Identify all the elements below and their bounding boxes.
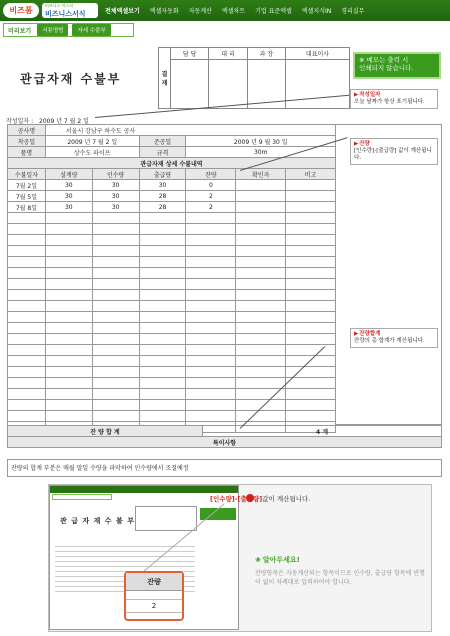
- table-cell[interactable]: [45, 224, 92, 235]
- table-cell[interactable]: [92, 290, 139, 301]
- table-cell[interactable]: [286, 202, 336, 213]
- bizniz-logo[interactable]: [42, 3, 98, 18]
- table-cell[interactable]: 7월 2일: [8, 180, 46, 191]
- table-cell[interactable]: [92, 312, 139, 323]
- table-cell[interactable]: [8, 301, 46, 312]
- top-navigation-bar: [0, 0, 450, 21]
- preview-button-2[interactable]: 자세 수붙부: [72, 24, 110, 36]
- table-cell[interactable]: [236, 290, 286, 301]
- table-cell[interactable]: [186, 279, 236, 290]
- table-cell[interactable]: [286, 389, 336, 400]
- table-cell[interactable]: [186, 411, 236, 422]
- table-cell[interactable]: [186, 345, 236, 356]
- table-cell[interactable]: [139, 246, 186, 257]
- table-cell[interactable]: [45, 345, 92, 356]
- table-cell[interactable]: [236, 191, 286, 202]
- total-value: 4 개: [203, 426, 442, 437]
- table-cell[interactable]: [92, 323, 139, 334]
- note-total-remaining: [350, 328, 438, 348]
- knowhow-title: ❀ 알아두세요!: [255, 555, 430, 565]
- table-cell[interactable]: [186, 312, 236, 323]
- table-cell[interactable]: [286, 180, 336, 191]
- table-row: [8, 400, 336, 411]
- table-cell[interactable]: [186, 301, 236, 312]
- table-cell[interactable]: [45, 257, 92, 268]
- table-cell[interactable]: [236, 312, 286, 323]
- table-cell[interactable]: [236, 356, 286, 367]
- table-cell[interactable]: [139, 323, 186, 334]
- table-cell[interactable]: [8, 279, 46, 290]
- table-cell[interactable]: [286, 345, 336, 356]
- table-cell[interactable]: [286, 290, 336, 301]
- table-cell[interactable]: [92, 400, 139, 411]
- approval-table: [158, 47, 350, 109]
- table-cell[interactable]: 30: [92, 180, 139, 191]
- item-label: 품명: [8, 147, 46, 158]
- note-remaining-body: [인수량]-[출급량] 값이 계산됩니다.: [354, 148, 432, 162]
- note-created-date: [350, 89, 438, 109]
- table-row: [8, 235, 336, 246]
- approval-side-label: 결재: [159, 48, 171, 109]
- highlight-caption-rest: 값이 계산됩니다.: [262, 495, 311, 503]
- table-cell[interactable]: [45, 301, 92, 312]
- table-cell[interactable]: [236, 334, 286, 345]
- mini-approval: [135, 506, 197, 531]
- table-cell[interactable]: [139, 268, 186, 279]
- table-cell[interactable]: [286, 224, 336, 235]
- table-cell[interactable]: [186, 235, 236, 246]
- table-cell[interactable]: [139, 411, 186, 422]
- table-cell[interactable]: 7월 8일: [8, 202, 46, 213]
- table-cell[interactable]: [286, 268, 336, 279]
- approval-sign-1[interactable]: [171, 60, 209, 109]
- col-header: 확인자: [236, 169, 286, 180]
- table-cell[interactable]: [186, 378, 236, 389]
- mini-title: 관 급 자 재 수 불 부: [60, 517, 135, 525]
- table-cell[interactable]: 0: [186, 180, 236, 191]
- table-cell[interactable]: [92, 257, 139, 268]
- col-header: 설계량: [45, 169, 92, 180]
- table-cell[interactable]: [8, 411, 46, 422]
- table-cell[interactable]: [186, 257, 236, 268]
- table-cell[interactable]: [45, 411, 92, 422]
- table-cell[interactable]: [139, 334, 186, 345]
- approval-col-4: 대표이사: [286, 48, 350, 60]
- table-cell[interactable]: [45, 389, 92, 400]
- nav-item-auto-calc[interactable]: 자동계산: [188, 8, 212, 15]
- table-row: [8, 345, 336, 356]
- table-cell[interactable]: [92, 213, 139, 224]
- nav-item-excel-chart[interactable]: 엑셀차트: [221, 8, 246, 15]
- ledger-table: [7, 124, 336, 433]
- table-cell[interactable]: [286, 235, 336, 246]
- item-value[interactable]: 상수도 파이프: [45, 147, 139, 158]
- highlight-caption-red: [인수량]-[출급량]: [210, 495, 263, 503]
- table-cell[interactable]: [92, 345, 139, 356]
- table-cell[interactable]: [236, 345, 286, 356]
- nav-item-excel-knowledge[interactable]: 엑셀지식IN: [301, 8, 332, 15]
- mini-topbar: [50, 486, 238, 493]
- table-row: [8, 257, 336, 268]
- table-cell[interactable]: 30: [45, 180, 92, 191]
- table-cell[interactable]: [286, 246, 336, 257]
- table-cell[interactable]: [286, 301, 336, 312]
- table-cell[interactable]: [8, 213, 46, 224]
- table-cell[interactable]: [45, 279, 92, 290]
- print-memo-tip: [353, 52, 441, 79]
- table-cell[interactable]: [236, 301, 286, 312]
- table-cell[interactable]: 7월 5일: [8, 191, 46, 202]
- nav-item-excel-auto[interactable]: 엑셀자동화: [149, 8, 179, 15]
- table-cell[interactable]: [45, 290, 92, 301]
- table-cell[interactable]: [186, 213, 236, 224]
- table-cell[interactable]: 2: [186, 191, 236, 202]
- table-cell[interactable]: [92, 301, 139, 312]
- table-cell[interactable]: 30: [92, 202, 139, 213]
- note-created-date-title: ▶ 작성일자: [354, 92, 434, 99]
- table-row: [8, 312, 336, 323]
- table-cell[interactable]: [236, 202, 286, 213]
- start-value[interactable]: 2009 년 7 월 2 일: [45, 136, 139, 147]
- table-cell[interactable]: [286, 334, 336, 345]
- table-cell[interactable]: [236, 246, 286, 257]
- approval-sign-2[interactable]: [209, 60, 247, 109]
- site-value[interactable]: 서울시 강남구 하수도 공사: [45, 125, 335, 136]
- table-cell[interactable]: 30: [139, 180, 186, 191]
- col-header: 잔량: [186, 169, 236, 180]
- table-cell[interactable]: [92, 224, 139, 235]
- table-cell[interactable]: [286, 323, 336, 334]
- table-cell[interactable]: [45, 246, 92, 257]
- approval-col-3: 과 장: [247, 48, 285, 60]
- table-cell[interactable]: [236, 268, 286, 279]
- table-cell[interactable]: [139, 356, 186, 367]
- mini-subbar: [52, 494, 112, 500]
- table-cell[interactable]: [139, 301, 186, 312]
- end-value[interactable]: 2009 년 9 월 30 일: [186, 136, 336, 147]
- table-cell[interactable]: [139, 290, 186, 301]
- table-cell[interactable]: [8, 356, 46, 367]
- table-cell[interactable]: [139, 224, 186, 235]
- table-cell[interactable]: [139, 400, 186, 411]
- logo-subtitle: 비즈니스 마스터: [45, 2, 74, 8]
- nav-menu: [100, 6, 369, 15]
- table-cell[interactable]: [286, 279, 336, 290]
- table-row: [8, 202, 336, 213]
- table-cell[interactable]: [8, 268, 46, 279]
- created-date-label: 작성일자 :: [6, 118, 34, 125]
- table-cell[interactable]: [45, 235, 92, 246]
- table-cell[interactable]: [92, 411, 139, 422]
- note-total-body: 잔량의 총 합계가 계산됩니다.: [354, 338, 425, 345]
- table-cell[interactable]: [186, 246, 236, 257]
- detail-title: 관급자재 상세 수불내역: [8, 158, 336, 169]
- table-cell[interactable]: [8, 334, 46, 345]
- table-cell[interactable]: [92, 235, 139, 246]
- table-cell[interactable]: [45, 400, 92, 411]
- preview-label: 미리보기: [8, 27, 32, 35]
- table-cell[interactable]: [8, 378, 46, 389]
- table-cell[interactable]: [286, 213, 336, 224]
- table-cell[interactable]: [45, 268, 92, 279]
- col-header: 비고: [286, 169, 336, 180]
- table-cell[interactable]: [236, 257, 286, 268]
- zoom-header: 잔량: [126, 573, 182, 591]
- table-cell[interactable]: [139, 378, 186, 389]
- table-cell[interactable]: [139, 345, 186, 356]
- table-cell[interactable]: [236, 411, 286, 422]
- spec-label: 규격: [139, 147, 186, 158]
- table-cell[interactable]: [45, 356, 92, 367]
- table-cell[interactable]: [186, 323, 236, 334]
- ledger-right-border: [336, 124, 442, 425]
- table-cell[interactable]: [186, 356, 236, 367]
- table-cell[interactable]: [286, 312, 336, 323]
- table-row: [8, 224, 336, 235]
- spec-value[interactable]: 30m: [186, 147, 336, 158]
- table-row: [8, 301, 336, 312]
- col-header: 인수량: [92, 169, 139, 180]
- table-cell[interactable]: [236, 224, 286, 235]
- table-cell[interactable]: [8, 389, 46, 400]
- approval-sign-4[interactable]: [286, 60, 350, 109]
- table-cell[interactable]: [186, 400, 236, 411]
- table-cell[interactable]: 28: [139, 202, 186, 213]
- table-cell[interactable]: [45, 334, 92, 345]
- knowhow-box: [255, 555, 430, 587]
- table-cell[interactable]: [236, 180, 286, 191]
- table-cell[interactable]: [139, 279, 186, 290]
- table-cell[interactable]: [8, 312, 46, 323]
- table-cell[interactable]: [186, 290, 236, 301]
- table-cell[interactable]: [45, 367, 92, 378]
- remark-title: 특이사항: [8, 437, 442, 448]
- table-cell[interactable]: 28: [139, 191, 186, 202]
- table-cell[interactable]: [186, 224, 236, 235]
- table-cell[interactable]: [8, 323, 46, 334]
- start-label: 착공일: [8, 136, 46, 147]
- table-row: [8, 268, 336, 279]
- table-cell[interactable]: [45, 312, 92, 323]
- table-cell[interactable]: [286, 257, 336, 268]
- zoom-remaining-callout: [124, 571, 184, 621]
- table-cell[interactable]: [92, 356, 139, 367]
- table-cell[interactable]: 2: [186, 202, 236, 213]
- table-row: [8, 180, 336, 191]
- note-remaining-title: ▶ 잔량: [354, 141, 434, 148]
- print-memo-body: 인쇄되지 않습니다.: [359, 64, 414, 73]
- table-cell[interactable]: [45, 323, 92, 334]
- total-table: [7, 425, 442, 448]
- table-cell[interactable]: [139, 213, 186, 224]
- table-cell[interactable]: [236, 378, 286, 389]
- table-cell[interactable]: [286, 400, 336, 411]
- table-cell[interactable]: [139, 389, 186, 400]
- remark-text: 잔량의 합계 부분은 매월 말일 수량을 파악하여 인수량에서 조절예정: [11, 465, 189, 472]
- table-cell[interactable]: [92, 378, 139, 389]
- logo-title: 비즈니스서식: [45, 9, 86, 18]
- table-row: [8, 246, 336, 257]
- table-cell[interactable]: [286, 411, 336, 422]
- table-cell[interactable]: [236, 213, 286, 224]
- table-row: [8, 290, 336, 301]
- table-cell[interactable]: [8, 257, 46, 268]
- table-cell[interactable]: [8, 246, 46, 257]
- document-title: 관급자재 수불부: [20, 72, 122, 86]
- preview-bar: [3, 23, 134, 37]
- table-cell[interactable]: [8, 367, 46, 378]
- table-cell[interactable]: [186, 389, 236, 400]
- table-cell[interactable]: 30: [45, 202, 92, 213]
- table-cell[interactable]: [45, 378, 92, 389]
- table-cell[interactable]: [286, 378, 336, 389]
- remark-box[interactable]: [7, 459, 442, 477]
- table-cell[interactable]: [236, 323, 286, 334]
- table-cell[interactable]: [92, 268, 139, 279]
- table-cell[interactable]: [92, 334, 139, 345]
- table-row: [8, 411, 336, 422]
- table-cell[interactable]: [286, 191, 336, 202]
- table-cell[interactable]: [236, 367, 286, 378]
- table-cell[interactable]: [8, 235, 46, 246]
- col-header: 수불일자: [8, 169, 46, 180]
- table-row: [8, 389, 336, 400]
- site-label: 공사명: [8, 125, 46, 136]
- table-cell[interactable]: [8, 290, 46, 301]
- table-cell[interactable]: [92, 246, 139, 257]
- table-cell[interactable]: [186, 367, 236, 378]
- table-row: [8, 279, 336, 290]
- table-cell[interactable]: [8, 224, 46, 235]
- preview-button-1[interactable]: 서류명범: [37, 24, 68, 36]
- zoom-value: 2: [126, 599, 182, 613]
- table-cell[interactable]: [92, 389, 139, 400]
- created-date-value[interactable]: 2009 년 7 월 2 일: [39, 118, 89, 125]
- table-row: [8, 191, 336, 202]
- note-remaining: [350, 138, 438, 165]
- table-cell[interactable]: [139, 312, 186, 323]
- approval-col-1: 담 당: [171, 48, 209, 60]
- table-cell[interactable]: 30: [45, 191, 92, 202]
- print-memo-title: ※ 메모는 출력 시: [359, 56, 409, 64]
- table-cell[interactable]: [92, 279, 139, 290]
- table-cell[interactable]: [139, 257, 186, 268]
- highlight-caption: [210, 494, 310, 503]
- table-cell[interactable]: [45, 213, 92, 224]
- approval-col-2: 대 리: [209, 48, 247, 60]
- table-row: [8, 367, 336, 378]
- table-cell[interactable]: [92, 367, 139, 378]
- total-label: 잔 량 합 계: [8, 426, 203, 437]
- table-cell[interactable]: [236, 235, 286, 246]
- table-row: [8, 334, 336, 345]
- table-cell[interactable]: [186, 268, 236, 279]
- nav-item-accounting[interactable]: 경리실무: [341, 8, 365, 15]
- table-cell[interactable]: [186, 334, 236, 345]
- nav-item-all-excel[interactable]: 전체엑셀보기: [105, 8, 140, 15]
- col-header: 출급량: [139, 169, 186, 180]
- table-cell[interactable]: [8, 345, 46, 356]
- knowhow-body: 잔량항목은 자동계산되는 항목이므로 인수량, 출급량 항목에 빈행이 없이 차례대로 입력하여야 합니다.: [255, 570, 425, 586]
- end-label: 준공일: [139, 136, 186, 147]
- nav-item-standard-excel[interactable]: 기업 표준엑셀: [255, 8, 292, 15]
- table-row: [8, 213, 336, 224]
- note-total-title: ▶ 잔량합계: [354, 331, 434, 338]
- table-cell[interactable]: [8, 400, 46, 411]
- table-row: [8, 323, 336, 334]
- note-created-date-body: 오늘 날짜가 항상 표기됩니다.: [354, 99, 425, 106]
- table-row: [8, 356, 336, 367]
- table-cell[interactable]: 30: [92, 191, 139, 202]
- bizform-logo[interactable]: 비즈폼: [3, 3, 39, 18]
- table-cell[interactable]: [236, 279, 286, 290]
- table-cell[interactable]: [139, 235, 186, 246]
- table-cell[interactable]: [139, 367, 186, 378]
